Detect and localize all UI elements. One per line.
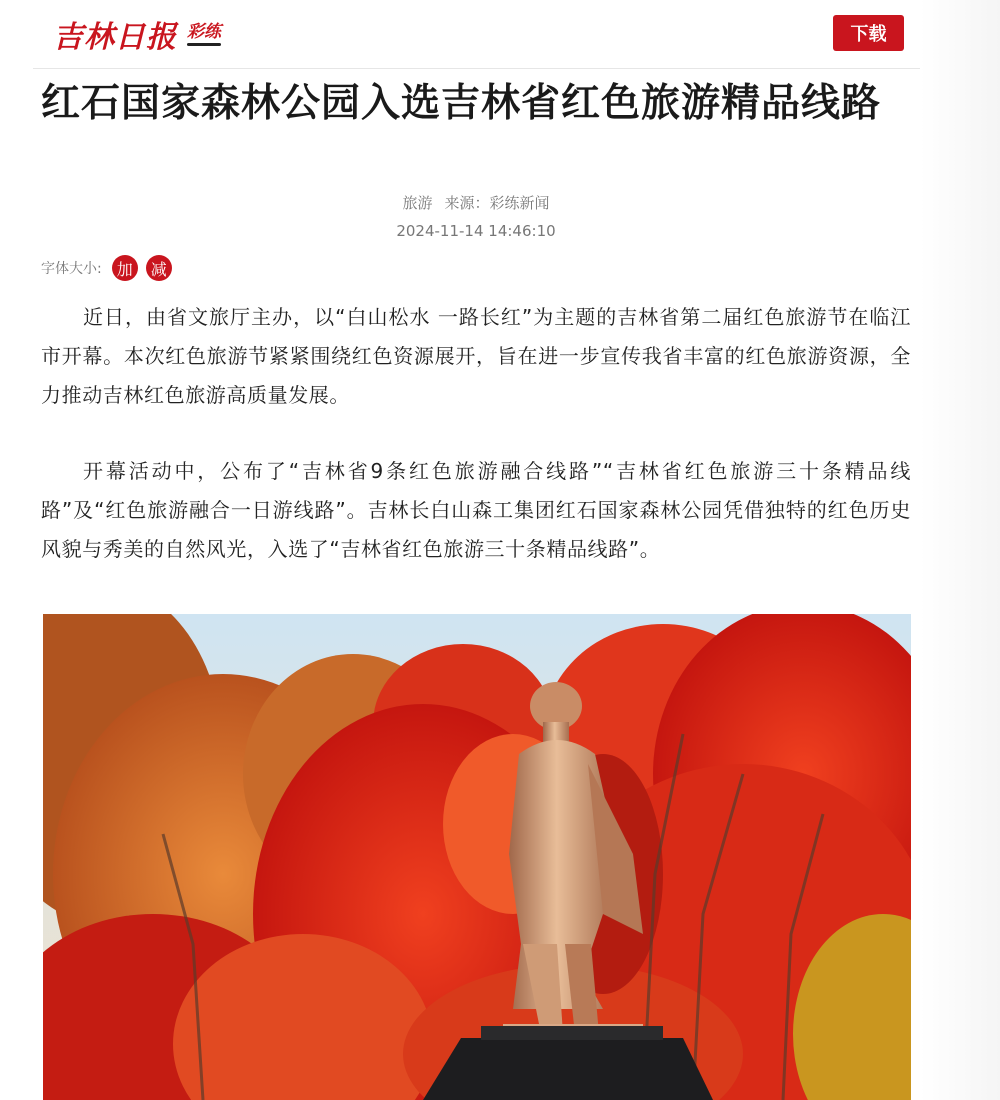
site-header bbox=[33, 0, 920, 69]
site-logo[interactable] bbox=[53, 14, 221, 54]
download-button[interactable]: 下载 bbox=[833, 15, 904, 51]
page-side-margin bbox=[920, 0, 1000, 1100]
font-size-control bbox=[41, 255, 172, 281]
article-paragraph-1: 近日，由省文旅厅主办，以“白山松水 一路长红”为主题的吉林省第二届红色旅游节在临江市开幕。本次红色旅游节紧紧围绕红色资源展开，旨在进一步宣传我省丰富的红色旅游资源，全力推动吉林红色旅游高质量发展。 bbox=[41, 305, 911, 407]
logo-main-text: 吉林日报 bbox=[53, 20, 177, 55]
article-paragraph-2: 开幕活动中，公布了“吉林省9条红色旅游融合线路”“吉林省红色旅游三十条精品线路”及“红色旅游融合一日游线路”。吉林长白山森工集团红石国家森林公园凭借独特的红色历史风貌与秀美的自然风光，入选了“吉林省红色旅游三十条精品线路”。 bbox=[41, 459, 911, 561]
article-meta bbox=[41, 192, 911, 213]
font-size-label: 字体大小: bbox=[41, 261, 102, 277]
logo-sub-text: 彩练 bbox=[187, 21, 221, 42]
article-title: 红石国家森林公园入选吉林省红色旅游精品线路 bbox=[41, 81, 882, 126]
font-decrease-button[interactable]: 减 bbox=[146, 255, 172, 281]
article-category[interactable]: 旅游 bbox=[402, 194, 433, 212]
font-increase-button[interactable]: 加 bbox=[112, 255, 138, 281]
logo-sub-underline bbox=[187, 43, 221, 46]
article-source: 来源：彩练新闻 bbox=[444, 194, 550, 212]
article-photo bbox=[43, 614, 911, 1100]
article-datetime: 2024-11-14 14:46:10 bbox=[396, 222, 556, 240]
statue-red-maple-forest-photo-icon bbox=[43, 614, 911, 1100]
logo-sub bbox=[187, 23, 221, 46]
